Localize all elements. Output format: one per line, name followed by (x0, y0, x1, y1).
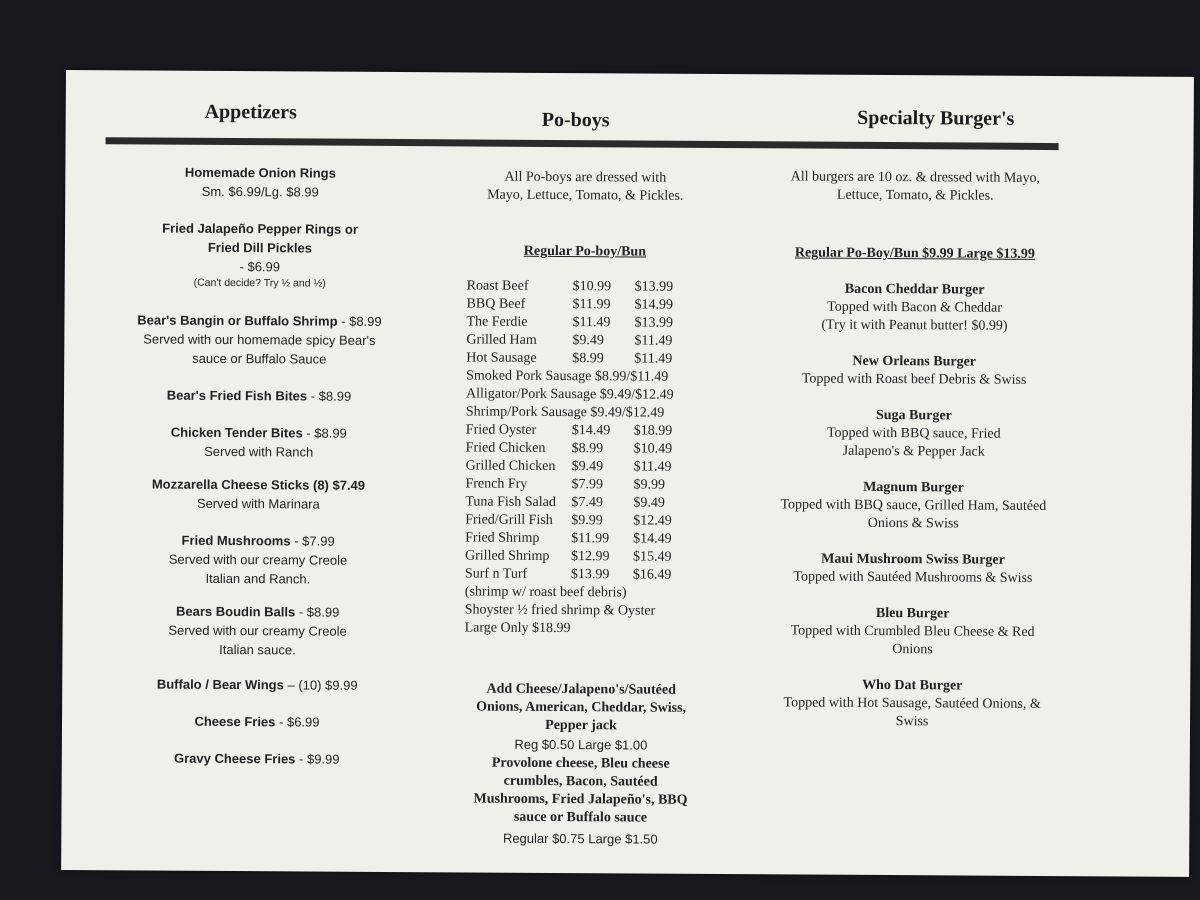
poboy-large-price: $14.99 (634, 297, 674, 313)
appetizer-price: – (10) $9.99 (287, 677, 358, 693)
poboy-row (467, 296, 707, 315)
appetizer-item (104, 310, 414, 369)
poboy-name: Hot Sausage (466, 350, 537, 366)
poboy-regular-price: $10.99 (572, 279, 612, 295)
burger-item (767, 604, 1057, 660)
appetizers-title: Appetizers (204, 100, 297, 124)
burger-name: Suga Burger (875, 407, 952, 424)
poboy-large-price: $18.99 (633, 423, 673, 439)
appetizer-name: Bear's Bangin or Buffalo Shrimp (137, 312, 338, 329)
burger-name: Bacon Cheddar Burger (844, 281, 985, 298)
poboy-name: Grilled Ham (466, 332, 537, 348)
poboy-large-price: $15.49 (632, 549, 672, 565)
poboy-name: Fried Oyster (465, 422, 537, 438)
appetizer-item (102, 674, 412, 695)
poboy-row (466, 368, 706, 387)
poboy-row (465, 530, 705, 549)
appetizer-price: - $6.99 (239, 259, 281, 275)
poboy-row (466, 440, 706, 459)
poboy-name: Surf n Turf (464, 566, 528, 582)
poboy-row (466, 404, 706, 423)
burger-desc: Topped with Sautéed Mushrooms & Swiss (793, 569, 1033, 586)
appetizer-name: Bear's Fried Fish Bites (166, 387, 308, 404)
poboys-intro: All Po-boys are dressed with Mayo, Lettuce, Tomato, & Pickles. (487, 169, 684, 204)
burger-name: Maui Mushroom Swiss Burger (821, 551, 1005, 568)
poboy-regular-price: $11.49 (572, 315, 611, 331)
burger-name: Magnum Burger (863, 479, 964, 496)
burger-desc: Topped with Bacon & Cheddar (827, 299, 1002, 316)
poboy-regular-price: $8.99 (572, 351, 604, 367)
poboy-large-price: $16.49 (632, 567, 672, 583)
appetizer-note: (Can't decide? Try ½ and ½) (193, 276, 326, 290)
appetizer-name: Fried Jalapeño Pepper Rings or Fried Dill Pickles (162, 220, 358, 256)
poboy-name: Grilled Shrimp (464, 548, 550, 564)
appetizer-item (105, 218, 415, 292)
poboys-addons-2: Provolone cheese, Bleu cheese crumbles, Bacon, Sautéed Mushrooms, Fried Jalapeño's, BBQ sauce or Buffalo sauce (473, 755, 688, 826)
poboy-regular-price: $8.99 (571, 441, 604, 457)
poboy-large-price: $13.99 (634, 315, 674, 331)
poboy-regular-price: $7.99 (571, 477, 604, 493)
appetizer-name: Mozzarella Cheese Sticks (151, 476, 310, 493)
appetizer-name: Cheese Fries (194, 713, 276, 730)
burger-desc: Topped with BBQ sauce, Grilled Ham, Sautéed Onions & Swiss (780, 497, 1047, 532)
poboys-price-table (465, 278, 707, 639)
menu-paper (61, 70, 1194, 877)
poboy-large-price: $11.49 (633, 459, 672, 475)
poboy-row (466, 332, 706, 351)
burgers-intro: All burgers are 10 oz. & dressed with Mayo, Lettuce, Tomato, & Pickles. (790, 169, 1041, 204)
burger-item (768, 550, 1058, 588)
poboy-row (465, 584, 705, 603)
poboy-row (465, 620, 705, 639)
poboy-row (465, 512, 705, 531)
poboy-large-price: $9.49 (633, 495, 665, 511)
poboy-regular-price: $12.99 (570, 549, 610, 565)
appetizer-name: Chicken Tender Bites (170, 424, 303, 441)
poboy-name: Large Only $18.99 (464, 620, 571, 637)
appetizer-item (103, 530, 413, 589)
appetizer-price: - $6.99 (279, 714, 320, 730)
poboy-regular-price: $14.49 (571, 423, 611, 439)
appetizer-price: (8) $7.49 (312, 477, 366, 493)
appetizer-note: Served with our creamy Creole Italian and Ranch. (168, 551, 348, 587)
poboy-row (466, 350, 706, 369)
poboy-name: Shoyster ½ fried shrimp & Oyster (464, 602, 656, 619)
poboy-large-price: $13.99 (634, 279, 674, 295)
poboy-name: Fried Shrimp (465, 530, 540, 546)
poboy-regular-price: $9.49 (572, 333, 604, 349)
burger-item (767, 676, 1057, 732)
appetizer-price: - $7.99 (294, 533, 335, 549)
appetizer-name: Buffalo / Bear Wings (156, 676, 284, 693)
appetizer-note: Served with our homemade spicy Bear's sauce or Buffalo Sauce (143, 331, 376, 367)
poboy-row (465, 494, 705, 513)
appetizer-item (102, 748, 412, 769)
poboy-row (465, 602, 705, 621)
poboy-regular-price: $9.49 (571, 459, 604, 475)
appetizer-name: Gravy Cheese Fries (173, 750, 296, 767)
burger-desc: Topped with Crumbled Bleu Cheese & Red Onions (790, 623, 1035, 658)
poboy-large-price: $12.49 (633, 513, 672, 529)
poboy-large-price: $11.49 (634, 351, 673, 367)
appetizer-item (103, 474, 413, 514)
poboy-regular-price: $11.99 (572, 297, 611, 313)
appetizer-price: - $8.99 (310, 388, 352, 404)
burgers-title: Specialty Burger's (857, 106, 1015, 130)
poboy-name: BBQ Beef (466, 296, 526, 312)
poboy-name: Smoked Pork Sausage $8.99/$11.49 (466, 368, 669, 385)
poboy-large-price: $9.99 (633, 477, 666, 493)
poboy-large-price: $11.49 (634, 333, 673, 349)
burger-extra: (Try it with Peanut butter! $0.99) (821, 317, 1008, 334)
poboy-name: Tuna Fish Salad (465, 494, 556, 511)
burger-item (769, 406, 1059, 462)
poboy-regular-price: $7.49 (571, 495, 603, 511)
poboy-row (466, 458, 706, 477)
poboy-name: The Ferdie (466, 314, 528, 330)
poboys-addons-1-price: Reg $0.50 Large $1.00 (514, 736, 648, 753)
appetizer-price: - $8.99 (341, 313, 382, 329)
burger-name: Who Dat Burger (862, 677, 963, 694)
appetizer-name: Homemade Onion Rings (184, 164, 336, 181)
burger-name: New Orleans Burger (852, 353, 977, 370)
appetizer-name: Fried Mushrooms (181, 532, 291, 549)
poboy-row (466, 314, 706, 333)
burger-item (769, 352, 1059, 390)
poboys-title: Po-boys (541, 108, 610, 132)
appetizer-note: Served with Ranch (204, 443, 314, 460)
poboys-addons-2-price: Regular $0.75 Large $1.50 (502, 830, 658, 847)
burger-name: Bleu Burger (875, 605, 950, 622)
burger-desc: Topped with BBQ sauce, Fried Jalapeno's & Pepper Jack (826, 425, 1001, 460)
poboy-row (466, 422, 706, 441)
appetizer-price: - $9.99 (299, 751, 340, 767)
appetizer-name: Bears Boudin Balls (175, 603, 296, 620)
poboy-row (465, 566, 705, 585)
appetizer-price: - $8.99 (298, 604, 340, 620)
header-divider (106, 137, 1059, 150)
burgers-list (767, 280, 1060, 750)
poboys-subhead: Regular Po-boy/Bun (523, 243, 647, 260)
appetizer-item (104, 385, 414, 406)
poboy-name: French Fry (465, 476, 528, 492)
appetizers-column (102, 162, 416, 781)
burger-item (768, 478, 1058, 534)
appetizer-item (102, 711, 412, 732)
appetizer-item (102, 601, 412, 660)
poboys-addons-1: Add Cheese/Jalapeno's/Sautéed Onions, American, Cheddar, Swiss, Pepper jack (476, 681, 687, 734)
poboy-name: (shrimp w/ roast beef debris) (464, 584, 627, 601)
poboy-large-price: $10.49 (633, 441, 673, 457)
poboy-regular-price: $13.99 (570, 567, 610, 583)
appetizer-price: Sm. $6.99/Lg. $8.99 (201, 183, 319, 200)
poboy-name: Grilled Chicken (465, 458, 556, 474)
poboy-row (465, 548, 705, 567)
poboy-regular-price: $11.99 (571, 531, 610, 547)
burgers-subhead: Regular Po-Boy/Bun $9.99 Large $13.99 (794, 245, 1035, 262)
appetizer-item (105, 162, 415, 202)
poboy-name: Fried Chicken (465, 440, 546, 456)
appetizer-note: Served with our creamy Creole Italian sauce. (168, 622, 347, 658)
burger-desc: Topped with Roast beef Debris & Swiss (801, 371, 1027, 388)
appetizer-item (104, 422, 414, 462)
burger-item (769, 280, 1059, 336)
poboy-name: Alligator/Pork Sausage $9.49/$12.49 (465, 386, 674, 403)
poboy-row (466, 386, 706, 405)
poboy-row (465, 476, 705, 495)
poboy-name: Fried/Grill Fish (465, 512, 553, 528)
poboy-name: Shrimp/Pork Sausage $9.49/$12.49 (465, 404, 665, 421)
appetizer-note: Served with Marinara (196, 495, 320, 512)
poboy-row (467, 278, 707, 297)
appetizer-price: - $8.99 (306, 425, 347, 441)
burger-desc: Topped with Hot Sausage, Sautéed Onions, & Swiss (783, 695, 1041, 730)
poboy-large-price: $14.49 (633, 531, 672, 547)
poboy-regular-price: $9.99 (571, 513, 603, 529)
poboy-name: Roast Beef (466, 278, 529, 294)
